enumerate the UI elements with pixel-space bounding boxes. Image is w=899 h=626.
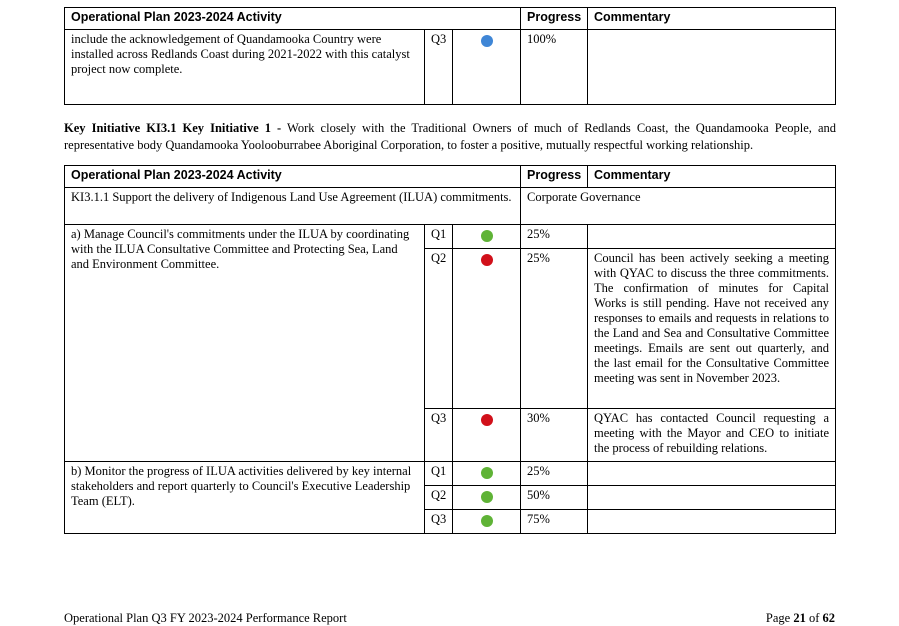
key-initiative-text: Work closely with the Traditional Owners of much of Redlands Coast, the Quandamooka People, and representative body Quandamooka Yoolooburrabee Aboriginal Corporation, to foster a positive, mutually respectful working relationship.: [64, 121, 836, 152]
status-cell: [453, 486, 521, 510]
activity-table-continued: [64, 7, 836, 105]
table-row: [65, 30, 836, 105]
progress-cell: 25%: [521, 225, 588, 249]
quarter-cell: Q2: [425, 486, 453, 510]
key-initiative-paragraph: [64, 120, 836, 154]
status-cell: [453, 462, 521, 486]
progress-cell: 75%: [521, 510, 588, 534]
progress-cell: 50%: [521, 486, 588, 510]
header-commentary: Commentary: [588, 166, 836, 188]
commentary-cell: [588, 486, 836, 510]
section-title: KI3.1.1 Support the delivery of Indigenous Land Use Agreement (ILUA) commitments.: [65, 188, 521, 225]
quarter-cell: Q1: [425, 225, 453, 249]
status-cell: [453, 249, 521, 409]
quarter-cell: Q3: [425, 409, 453, 462]
activity-text: b) Monitor the progress of ILUA activities delivered by key internal stakeholders and report quarterly to Council's Executive Leadership Team (ELT).: [65, 462, 425, 534]
activity-text: include the acknowledgement of Quandamooka Country were installed across Redlands Coast during 2021-2022 with this catalyst project now complete.: [65, 30, 425, 105]
commentary-cell: [588, 225, 836, 249]
status-cell: [453, 510, 521, 534]
commentary-cell: [588, 30, 836, 105]
header-progress: Progress: [521, 8, 588, 30]
status-dot-icon: [481, 35, 493, 47]
status-dot-icon: [481, 515, 493, 527]
status-dot-icon: [481, 491, 493, 503]
activity-table: [64, 165, 836, 534]
quarter-cell: Q3: [425, 510, 453, 534]
key-initiative-label: Key Initiative KI3.1 Key Initiative 1 -: [64, 121, 282, 135]
quarter-cell: Q2: [425, 249, 453, 409]
footer-page-number: Page 21 of 62: [765, 611, 835, 625]
progress-cell: 30%: [521, 409, 588, 462]
commentary-cell: Council has been actively seeking a meeting with QYAC to discuss the three commitments. The confirmation of minutes for Capital Works is still pending. Have not received any responses to emails and requests in relations to the Land and Sea and Consultative Committee meetings. Emails are sent out quarterly, and the last email for the Consultative Committee meeting was sent in November 2023.: [588, 249, 836, 409]
quarter-cell: Q3: [425, 30, 453, 105]
activity-text: a) Manage Council's commitments under the ILUA by coordinating with the ILUA Consultative Committee and Protecting Sea, Land and Environment Committee.: [65, 225, 425, 462]
table-row: [65, 462, 836, 486]
header-progress: Progress: [521, 166, 588, 188]
commentary-cell: [588, 510, 836, 534]
table-row: [65, 225, 836, 249]
section-owner: Corporate Governance: [521, 188, 836, 225]
quarter-cell: Q1: [425, 462, 453, 486]
commentary-cell: [588, 462, 836, 486]
footer-report-title: Operational Plan Q3 FY 2023-2024 Performance Report: [64, 611, 347, 625]
status-cell: [453, 30, 521, 105]
status-dot-icon: [481, 467, 493, 479]
progress-cell: 25%: [521, 462, 588, 486]
status-dot-icon: [481, 254, 493, 266]
progress-cell: 100%: [521, 30, 588, 105]
status-cell: [453, 409, 521, 462]
header-activity: Operational Plan 2023-2024 Activity: [65, 8, 521, 30]
progress-cell: 25%: [521, 249, 588, 409]
header-activity: Operational Plan 2023-2024 Activity: [65, 166, 521, 188]
status-dot-icon: [481, 414, 493, 426]
section-row: [65, 188, 836, 225]
header-commentary: Commentary: [588, 8, 836, 30]
commentary-cell: QYAC has contacted Council requesting a meeting with the Mayor and CEO to initiate the process of rebuilding relations.: [588, 409, 836, 462]
status-dot-icon: [481, 230, 493, 242]
status-cell: [453, 225, 521, 249]
